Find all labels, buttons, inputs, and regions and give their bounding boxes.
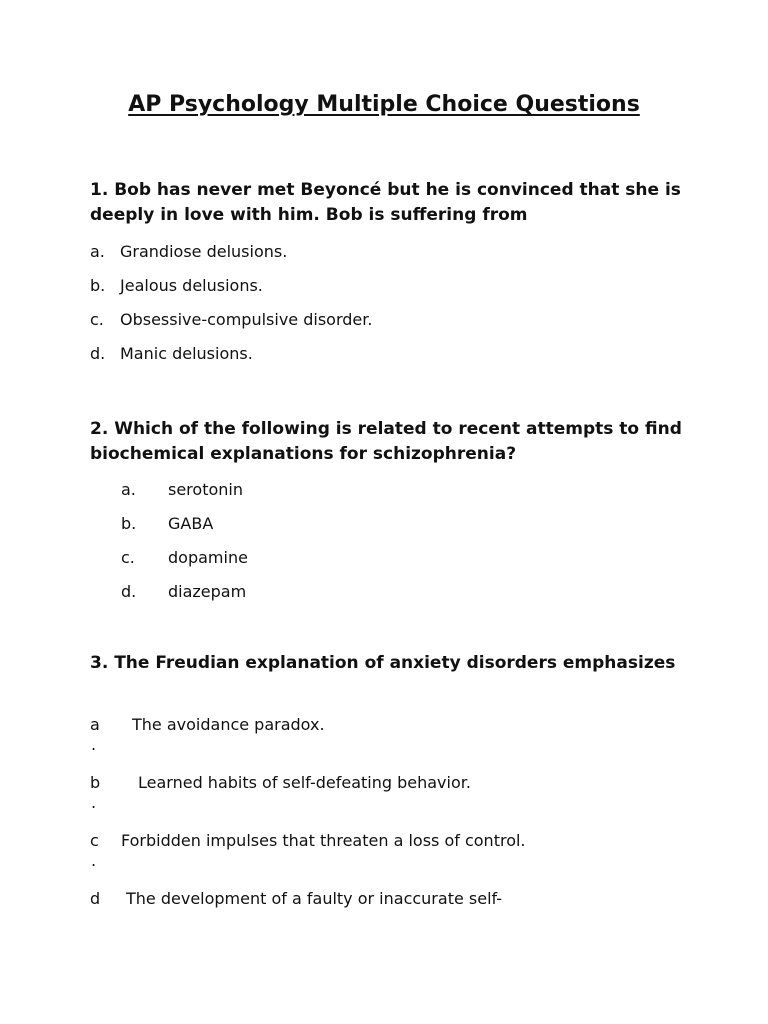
- option-letter: a: [90, 715, 100, 734]
- option-text: dopamine: [168, 548, 248, 567]
- question-3-option-a[interactable]: [90, 714, 710, 758]
- option-text: GABA: [168, 514, 214, 533]
- question-3-option-c[interactable]: [90, 830, 710, 874]
- option-letter: b.: [121, 514, 137, 533]
- question-3-option-b[interactable]: [90, 772, 710, 816]
- option-text: Grandiose delusions.: [120, 242, 288, 261]
- option-letter: c: [90, 831, 99, 850]
- option-text: Forbidden impulses that threaten a loss of control.: [121, 831, 526, 850]
- option-letter-dot: .: [91, 793, 97, 812]
- option-letter-dot: .: [91, 735, 97, 754]
- option-text: Learned habits of self-defeating behavior.: [138, 773, 471, 792]
- option-letter-dot: .: [91, 851, 97, 870]
- option-text: The avoidance paradox.: [132, 715, 325, 734]
- question-2-text: 2. Which of the following is related to recent attempts to find biochemical explanations for schizophrenia?: [90, 419, 682, 464]
- option-text: Manic delusions.: [120, 344, 253, 363]
- option-letter: a.: [121, 480, 136, 499]
- option-text: Jealous delusions.: [120, 276, 263, 295]
- option-letter: d.: [121, 582, 137, 601]
- option-letter: b.: [90, 276, 106, 295]
- option-text: Obsessive-compulsive disorder.: [120, 310, 373, 329]
- option-letter: d: [90, 889, 101, 908]
- question-3-text: 3. The Freudian explanation of anxiety disorders emphasizes: [90, 653, 676, 673]
- option-letter: b: [90, 773, 101, 792]
- page-title: AP Psychology Multiple Choice Questions: [128, 92, 640, 117]
- option-letter: a.: [90, 242, 105, 261]
- option-text: serotonin: [168, 480, 243, 499]
- option-text: The development of a faulty or inaccurate self-: [126, 889, 503, 908]
- option-letter: c.: [121, 548, 135, 567]
- option-text: diazepam: [168, 582, 247, 601]
- question-1-text: 1. Bob has never met Beyoncé but he is convinced that she is deeply in love with him. Bob is suffering from: [90, 180, 681, 225]
- option-letter: c.: [90, 310, 104, 329]
- option-letter: d.: [90, 344, 106, 363]
